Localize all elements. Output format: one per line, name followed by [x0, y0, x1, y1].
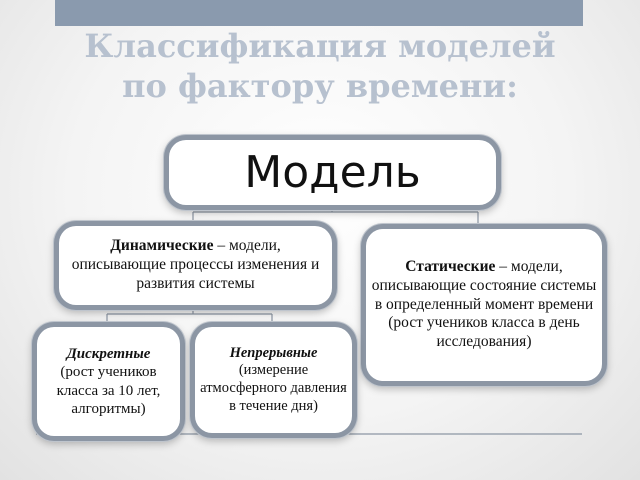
node-model — [172, 143, 493, 202]
node-dynamic — [62, 229, 329, 302]
node-model-label: Модель — [244, 146, 421, 198]
node-dynamic-term: Динамические — [110, 237, 214, 255]
node-continuous-term: Непрерывные — [229, 344, 318, 361]
node-discrete-term: Дискретные — [66, 345, 151, 362]
node-static — [369, 232, 599, 378]
slide-title-line-2: по фактору времени: — [122, 67, 518, 105]
node-static-term: Статические — [405, 257, 496, 275]
slide-title-line-1: Классификация моделей — [84, 27, 556, 65]
node-static-description: – модели, описывающие состояние системы в определенный момент времени (рост учеников класса в день исследования) — [371, 257, 597, 351]
node-continuous — [198, 330, 349, 430]
node-discrete-description: (рост учеников класса за 10 лет, алгоритмы) — [56, 364, 161, 417]
node-dynamic-description: – модели, описывающие процессы изменения и развития системы — [71, 237, 320, 292]
node-continuous-description: (измерение атмосферного давления в течение дня) — [200, 362, 347, 414]
node-discrete — [40, 330, 177, 433]
